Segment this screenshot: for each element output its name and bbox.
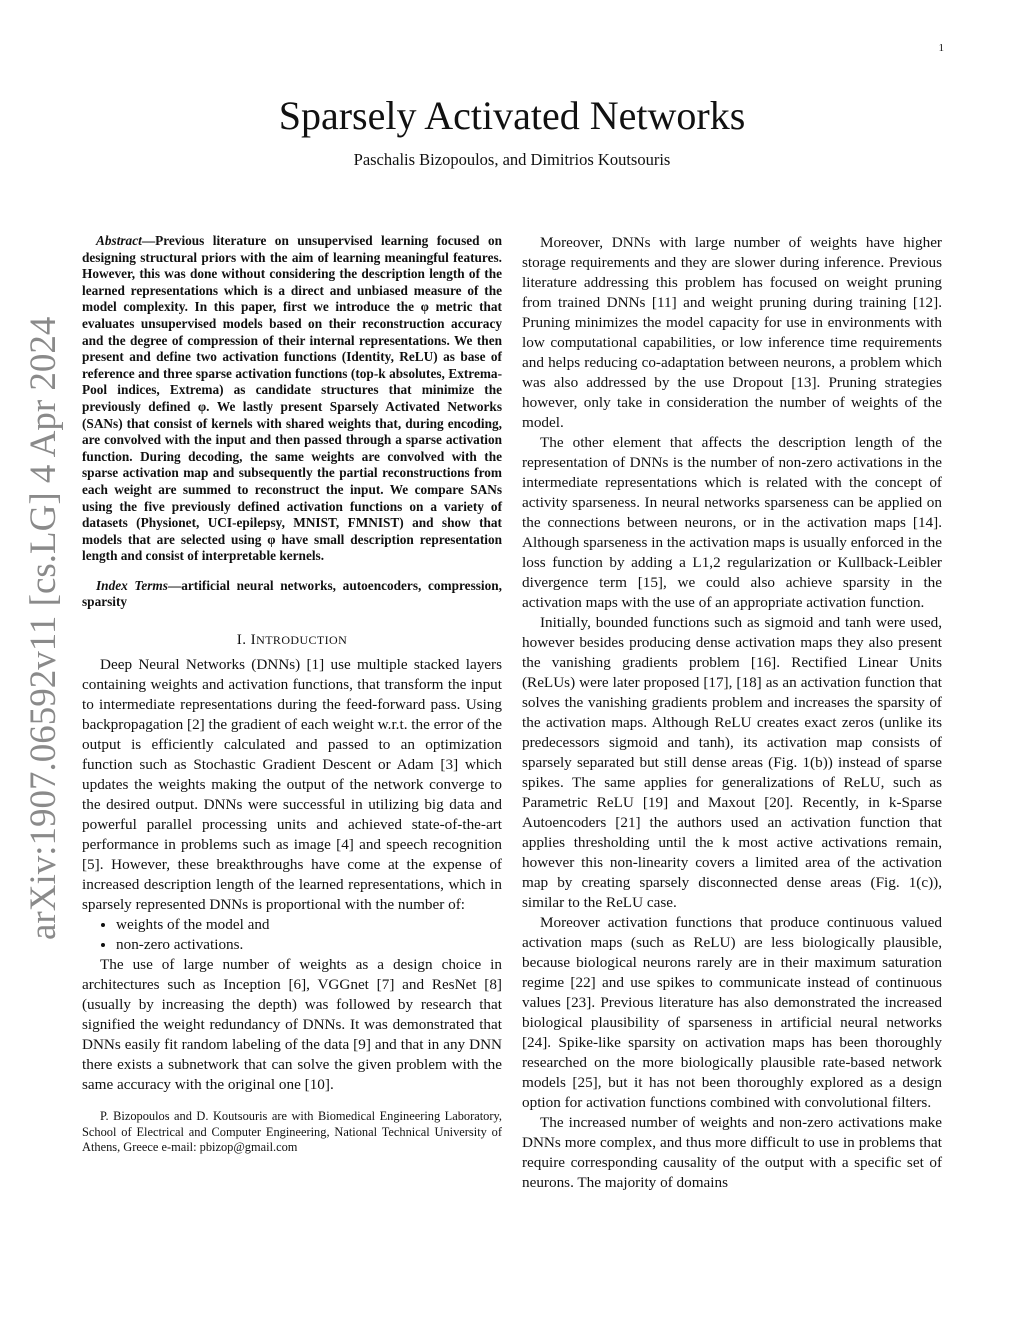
paragraph: Moreover, DNNs with large number of weights have higher storage requirements and they are slower during inference. Previous literature addressing this problem has focused on weight pruning from trained DNNs [11] and weight pruning during training [12]. Pruning minimizes the model capacity for use in environments with low computational capabilities, or low inference time requirements and helps reducing co-adaptation between neurons, a problem which was also addressed by the use Dropout [13]. Pruning strategies however, only take in consideration the number of weights of the model. [522, 234, 942, 431]
right-column [522, 233, 942, 1193]
intro-body-left [82, 655, 502, 1156]
paper-authors: Paschalis Bizopoulos, and Dimitrios Koutsouris [353, 150, 671, 169]
index-terms-text: —artificial neural networks, autoencoders, compression, sparsity [82, 577, 502, 610]
section-first-letter: I [250, 631, 257, 649]
section-numeral: I. [236, 631, 251, 649]
abstract-text: —Previous literature on unsupervised learning focused on designing structural priors with the aim of learning meaningful features. However, this was done without considering the description length of the learned representations which is a direct and unbiased measure of the model complexity. In this paper, first we introduce the φ metric that evaluates unsupervised models based on their reconstruction accuracy and the degree of compression of their internal representations. We then present and define two activation functions (Identity, ReLU) as base of reference and three sparse activation functions (top-k absolutes, Extrema-Pool indices, Extrema) as candidate structures that minimize the previously defined φ. We lastly present Sparsely Activated Networks (SANs) that consist of kernels with shared weights that, during encoding, are convolved with the input and then passed through a sparse activation function. During decoding, the same weights are convolved with the sparse activation map and subsequently the partial reconstructions from each weight are summed to reconstruct the input. We compare SANs using the five previously defined activation functions on a variety of datasets (Physionet, UCI-epilepsy, MNIST, FMNIST) and show that models that are selected using φ have small description representation length and consist of interpretable kernels. [82, 233, 502, 564]
author-footnote: P. Bizopoulos and D. Koutsouris are with Biomedical Engineering Laboratory, School of Electrical and Computer Engineering, National Technical University of Athens, Greece e-mail: pbizop@gmail.com [82, 1109, 502, 1155]
section-heading-introduction [82, 631, 502, 649]
paragraph: Initially, bounded functions such as sigmoid and tanh were used, however besides producing dense activation maps they also present the vanishing gradients problem [16]. Rectified Linear Units (ReLUs) were later proposed [17], [18] as an activation function that solves the vanishing gradients problem and increases the sparsity of the activation maps. Although ReLU creates exact zeros (unlike its predecessors sigmoid and tanh), its activation map consists of sparsely separated but still dense areas (Fig. 1(b)) instead of sparse spikes. The same applies for generalizations of ReLU, such as Parametric ReLU [19] and Maxout [20]. Recently, in k-Sparse Autoencoders [21] the authors used an activation function that applies thresholding until the k most active activations remain, however this non-linearity covers a limited area of the activation map by creating sparsely disconnected dense areas (Fig. 1(c)), similar to the ReLU case. [522, 614, 942, 911]
index-terms-label: Index Terms [96, 577, 168, 593]
paragraph: The other element that affects the description length of the representation of DNNs is the number of non-zero activations in the intermediate representations which is related with the concept of activity sparseness. In neural networks sparseness can be applied on the connections between neurons, or in the activation maps [14]. Although sparseness in the activation maps is usually enforced in the loss function by adding a L1,2 regularization or Kullback-Leibler divergence term [15], we could also achieve sparsity in the activation maps with the use of an appropriate activation function. [522, 434, 942, 611]
left-column [82, 233, 502, 1156]
paper-title: Sparsely Activated Networks [278, 93, 746, 138]
abstract-label: Abstract [96, 233, 142, 248]
bullet-item: • non-zero activations. [116, 935, 502, 955]
paragraph: Deep Neural Networks (DNNs) [1] use multiple stacked layers containing weights and activation functions, that transform the input to intermediate representations during the feed-forward pass. Using backpropagation [2] the gradient of each weight w.r.t. the error of the output is efficiently calculated and passed to an optimization function such as Stochastic Gradient Descent or Adam [3] which updates the weights making the output of the network converge to the desired output. DNNs were successful in utilizing big data and powerful parallel processing units and achieved state-of-the-art performance in problems such as image [4] and speech recognition [5]. However, these breakthroughs have come at the expense of increased description length of the learned representations, which in sparsely represented DNNs is proportional with the number of: [82, 656, 502, 914]
page-number: 1 [938, 42, 944, 54]
paragraph: The increased number of weights and non-zero activations make DNNs more complex, and thus more difficult to use in problems that require corresponding causality of the output with a specific set of neurons. The majority of domains [522, 1114, 942, 1191]
paragraph: The use of large number of weights as a design choice in architectures such as Inception [6], VGGnet [7] and ResNet [8] (usually by increasing the depth) was followed by research that signified the weight redundancy of DNNs. It was demonstrated that DNNs easily fit random labeling of the data [9] and that in any DNN there exists a subnetwork that can solve the given problem with the same accuracy with the original one [10]. [82, 956, 502, 1094]
section-rest: NTRODUCTION [256, 633, 348, 648]
paragraph: Moreover activation functions that produce continuous valued activation maps (such as ReLU) are less biologically plausible, because biological neurons rarely are in their maximum saturation regime [22] and use spikes to communicate instead of continuous values [23]. Previous literature has also demonstrated the increased biological plausibility of sparseness in artificial neural networks [24]. Spike-like sparsity on activation maps has been thoroughly researched on the more biologically plausible rate-based network models [25], but it has not been thoroughly explored as a design option for activation functions combined with convolutional filters. [522, 914, 942, 1111]
bullet-list [82, 915, 502, 955]
abstract [82, 233, 502, 611]
bullet-item: • weights of the model and [116, 915, 502, 935]
arxiv-identifier: arXiv:1907.06592v11 [cs.LG] 4 Apr 2024 [23, 316, 64, 940]
intro-body-right [522, 233, 942, 1193]
